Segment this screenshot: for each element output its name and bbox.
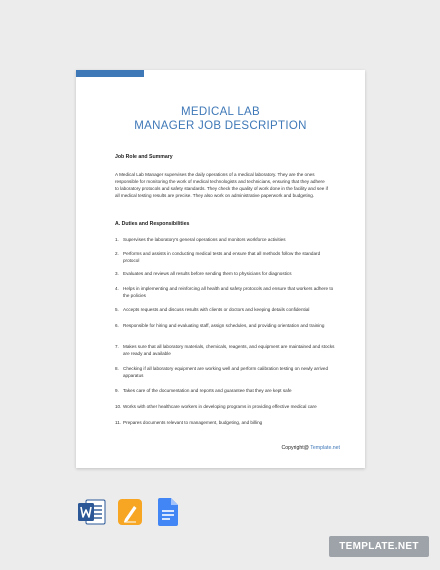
duty-number: 1. bbox=[115, 237, 119, 242]
title-line-1: MEDICAL LAB bbox=[181, 106, 260, 118]
duty-text: Supervises the laboratory's general operations and monitors workforce activities bbox=[123, 237, 286, 242]
duty-text: Responsible for hiring and evaluating staff, assign schedules, and providing orientation and training bbox=[123, 323, 325, 328]
duty-item bbox=[115, 286, 335, 299]
copyright-brand: Template.net bbox=[310, 445, 340, 451]
google-docs-icon[interactable] bbox=[158, 498, 178, 526]
title-line-2: MANAGER JOB DESCRIPTION bbox=[134, 120, 307, 132]
duty-text: Performs and assists in conducting medical tests and ensure that all methods follow the standard protocol bbox=[123, 251, 321, 263]
duty-item bbox=[115, 388, 335, 395]
duty-text: Accepts requests and discuss results with clients or doctors and keeping details confidential bbox=[123, 307, 310, 312]
duty-item bbox=[115, 404, 335, 411]
document-title bbox=[76, 105, 365, 133]
duty-number: 11. bbox=[115, 420, 122, 425]
duty-text: Helps in implementing and reinforcing all health and safety protocols and ensure that workers adhere to the policies bbox=[123, 286, 334, 298]
word-icon[interactable] bbox=[78, 498, 106, 526]
duty-text: Checking if all laboratory equipment are working well and perform calibration testing on newly arrived apparatus bbox=[123, 366, 329, 378]
duty-text: Makes sure that all laboratory materials, chemicals, reagents, and equipment are maintained and stocks are ready and available bbox=[123, 344, 335, 356]
duty-item bbox=[115, 344, 335, 357]
duty-number: 3. bbox=[115, 271, 119, 276]
document-page bbox=[76, 70, 365, 468]
duties-heading: A. Duties and Responsibilities bbox=[115, 221, 190, 227]
duty-text: Evaluates and reviews all results before sending them to physicians for diagnostics bbox=[123, 271, 292, 276]
duty-number: 4. bbox=[115, 286, 119, 291]
copyright-label: Copyright@ bbox=[281, 445, 309, 451]
duty-text: Works with other healthcare workers in developing programs in providing effective medical care bbox=[123, 404, 317, 409]
duty-item bbox=[115, 237, 335, 244]
duty-item bbox=[115, 251, 335, 264]
role-heading: Job Role and Summary bbox=[115, 154, 173, 160]
duty-number: 9. bbox=[115, 388, 119, 393]
duty-number: 5. bbox=[115, 307, 119, 312]
duty-number: 6. bbox=[115, 323, 119, 328]
duty-item bbox=[115, 323, 335, 330]
accent-bar bbox=[76, 70, 144, 77]
duty-item bbox=[115, 307, 335, 314]
duty-item bbox=[115, 420, 335, 427]
duty-number: 2. bbox=[115, 251, 119, 256]
summary-paragraph: A Medical Lab Manager supervises the daily operations of a medical laboratory. They are the ones responsible for monitoring the work of medical technologists and technicians, ensuring that they adhere to laboratory protocols and safety standards. They check the quality of work done in the facility and see if all medical testing results are precise. They also work on administrative paperwork and budgeting. bbox=[115, 172, 328, 198]
copyright-footer bbox=[281, 445, 340, 451]
duty-number: 10. bbox=[115, 404, 122, 409]
duty-number: 8. bbox=[115, 366, 119, 371]
duty-number: 7. bbox=[115, 344, 119, 349]
duty-text: Prepares documents relevant to management, budgeting, and billing bbox=[123, 420, 263, 425]
template-net-badge[interactable]: TEMPLATE.NET bbox=[329, 536, 429, 557]
duty-item bbox=[115, 271, 335, 278]
duty-item bbox=[115, 366, 335, 379]
pages-icon[interactable] bbox=[118, 498, 142, 526]
duty-text: Takes care of the documentation and reports and guarantee that they are kept safe bbox=[123, 388, 292, 393]
